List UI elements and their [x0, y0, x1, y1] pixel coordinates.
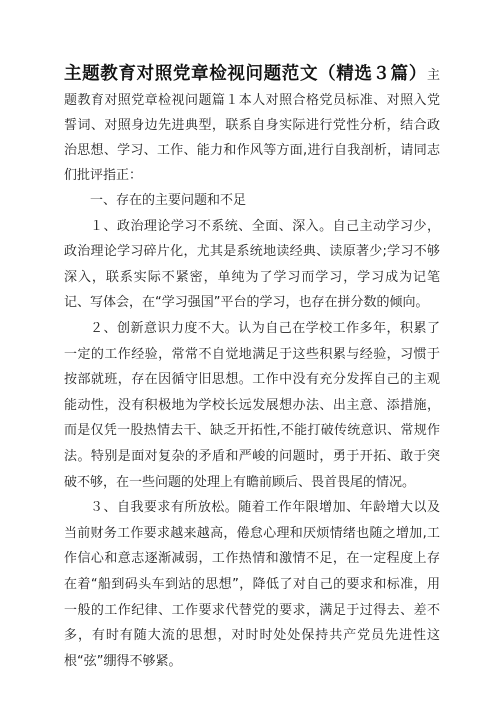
document-intro	[64, 62, 440, 188]
paragraph-1: １、政治理论学习不系统、全面、深入。自己主动学习少，政治理论学习碎片化，尤其是系统地读经典、读原著少;学习不够深入，联系实际不紧密，单纯为了学习而学习，学习成为记笔记、写体会，在“学习强国”平台的学习，也存在拼分数的倾向。	[64, 218, 440, 311]
document-title-tail: 主	[426, 68, 440, 83]
paragraph-2: ２、创新意识力度不大。认为自己在学校工作多年，积累了一定的工作经验，常常不自觉地满足于这些积累与经验，习惯于按部就班，存在因循守旧思想。工作中没有充分发挥自己的主观能动性，没有积极地为学校长远发展想办法、出主意、添措施，而是仅凭一股热情去干、缺乏开拓性,不能打破传统意识、常规作法。特别是面对复杂的矛盾和严峻的问题时，勇于开拓、敢于突破不够，在一些问题的处理上有瞻前顾后、畏首畏尾的情况。	[64, 320, 440, 490]
section-heading: 一、存在的主要问题和不足	[90, 193, 247, 208]
paragraph-3: ３、自我要求有所放松。随着工作年限增加、年龄增大以及当前财务工作要求越来越高，倦怠心理和厌烦情绪也随之增加,工作信心和意志逐渐减弱，工作热情和激情不足，在一定程度上存在着“船到码头车到站的思想”，降低了对自己的要求和标准，用一般的工作纪律、工作要求代替党的要求，满足于过得去、差不多，有时有随大流的思想，对时时处处保持共产党员先进性这根“弦”绷得不够紧。	[64, 500, 440, 669]
document-title: 主题教育对照党章检视问题范文（精选３篇）	[64, 64, 427, 84]
intro-text: 题教育对照党章检视问题篇１本人对照合格党员标准、对照入党誓词、对照身边先进典型，联系自身实际进行党性分析，结合政治思想、学习、工作、能力和作风等方面,进行自我剖析，请同志们批评指正：	[64, 93, 440, 183]
